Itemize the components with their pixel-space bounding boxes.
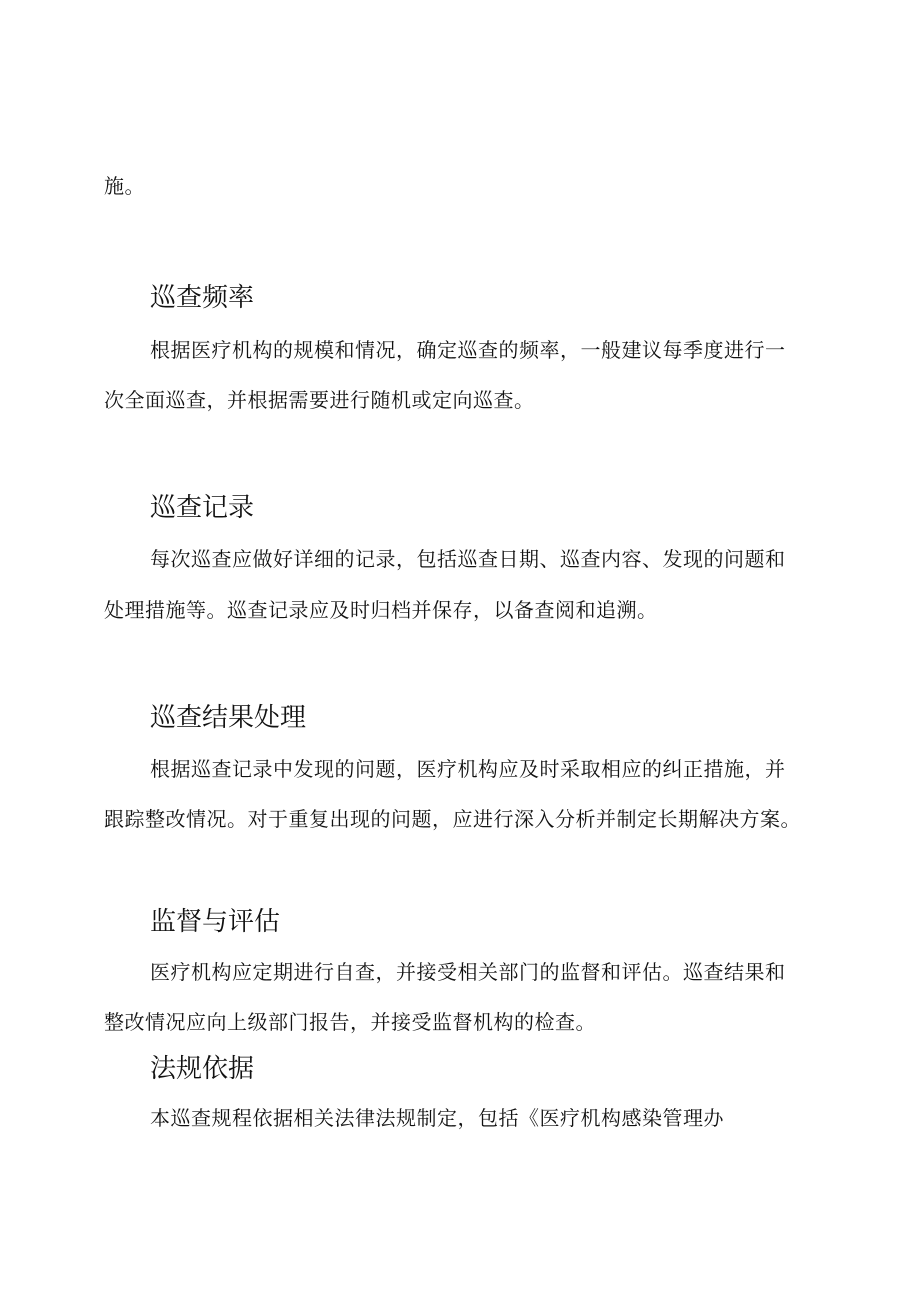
section-heading-regulations: 法规依据 bbox=[150, 1054, 255, 1084]
paragraph-line: 根据医疗机构的规模和情况，确定巡查的频率，一般建议每季度进行一 bbox=[150, 338, 786, 362]
section-heading-frequency: 巡查频率 bbox=[150, 283, 255, 313]
paragraph-line: 本巡查规程依据相关法律法规制定，包括《医疗机构感染管理办 bbox=[150, 1106, 724, 1130]
section-heading-supervision: 监督与评估 bbox=[150, 907, 281, 937]
paragraph-line: 次全面巡查，并根据需要进行随机或定向巡查。 bbox=[104, 388, 535, 412]
section-heading-results: 巡查结果处理 bbox=[150, 703, 307, 733]
paragraph-line: 整改情况应向上级部门报告，并接受监督机构的检查。 bbox=[104, 1010, 596, 1034]
paragraph-line: 跟踪整改情况。对于重复出现的问题，应进行深入分析并制定长期解决方案。 bbox=[104, 807, 801, 831]
paragraph-line: 每次巡查应做好详细的记录，包括巡查日期、巡查内容、发现的问题和 bbox=[150, 547, 786, 571]
paragraph-line: 医疗机构应定期进行自查，并接受相关部门的监督和评估。巡查结果和 bbox=[150, 960, 786, 984]
continuation-text: 施。 bbox=[104, 174, 145, 198]
paragraph-line: 根据巡查记录中发现的问题，医疗机构应及时采取相应的纠正措施，并 bbox=[150, 757, 786, 781]
paragraph-line: 处理措施等。巡查记录应及时归档并保存，以备查阅和追溯。 bbox=[104, 598, 658, 622]
section-heading-records: 巡查记录 bbox=[150, 493, 255, 523]
